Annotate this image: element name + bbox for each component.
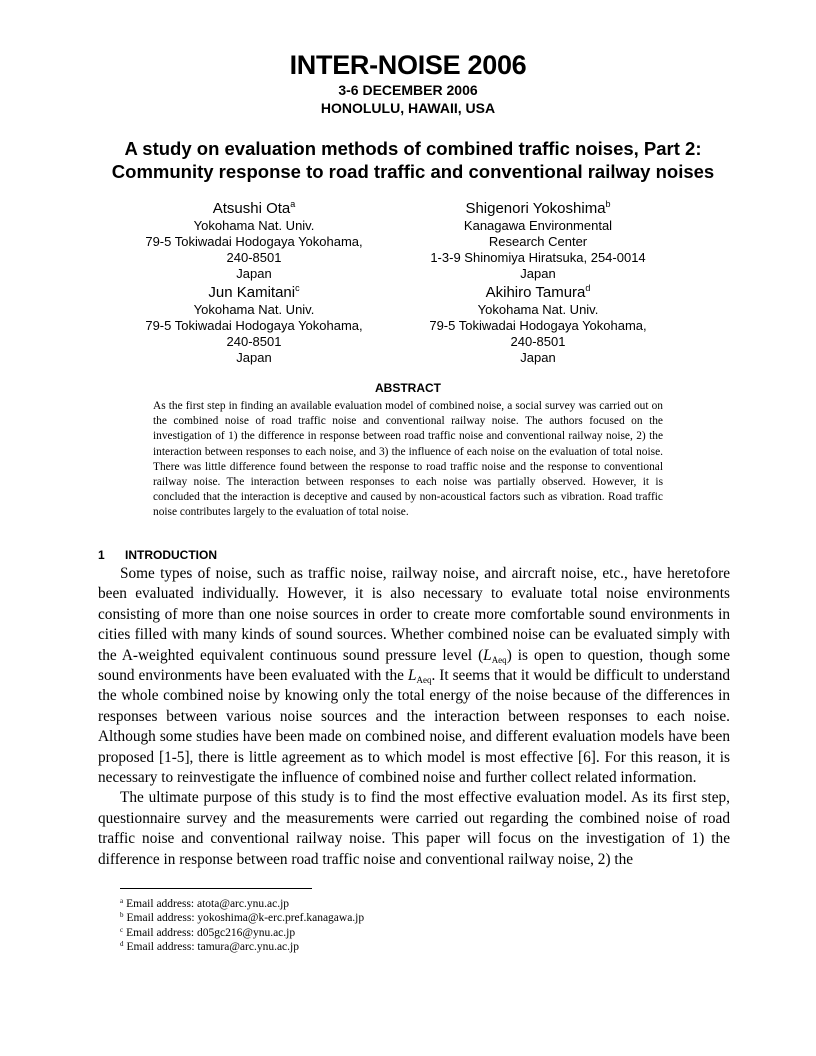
author-affiliation-line: 240-8501 [226, 334, 282, 349]
author-affiliation-line: 79-5 Tokiwadai Hodogaya Yokohama, [145, 318, 363, 333]
body-text [98, 564, 730, 870]
author-affiliation-line: Research Center [488, 234, 588, 249]
conference-title: INTER-NOISE 2006 [289, 50, 527, 80]
author-name: Akihiro Tamura$^d$ [485, 283, 591, 301]
author-block [114, 283, 394, 366]
author-affiliation-line: Japan [520, 350, 556, 365]
author-affiliation-line: Japan [236, 350, 272, 365]
footnote: $^d$ Email address: tamura@arc.ynu.ac.jp [120, 940, 299, 954]
conference-date: 3-6 DECEMBER 2006 [338, 82, 478, 98]
author-affiliation-line: Yokohama Nat. Univ. [193, 302, 315, 317]
author-affiliation-line: Japan [236, 266, 272, 281]
author-affiliation-line: 79-5 Tokiwadai Hodogaya Yokohama, [145, 234, 363, 249]
author-block [398, 283, 678, 366]
paper-title-line1: A study on evaluation methods of combined traffic noises, Part 2: [124, 138, 702, 159]
paragraph: The ultimate purpose of this study is to find the most effective evaluation model. As its first step, questionnaire survey and the measurements were carried out regarding the combined noise of road traffic noise and conventional railway noise. This paper will focus on the investigation of 1) the difference in response between road traffic noise and conventional railway noise, 2) the [98, 789, 730, 868]
author-affiliation-line: 79-5 Tokiwadai Hodogaya Yokohama, [429, 318, 647, 333]
author-affiliation-line: 1-3-9 Shinomiya Hiratsuka, 254-0014 [430, 250, 646, 265]
author-name: Shigenori Yokoshima$^b$ [465, 199, 611, 217]
footnote: $^b$ Email address: yokoshima@k-erc.pref.kanagawa.jp [120, 911, 365, 925]
author-name: Atsushi Ota$^a$ [212, 199, 296, 217]
abstract-heading: ABSTRACT [375, 381, 441, 395]
section-heading [98, 548, 217, 562]
conference-location: HONOLULU, HAWAII, USA [320, 100, 496, 116]
section-title: INTRODUCTION [125, 548, 217, 562]
section-number: 1 [98, 548, 105, 562]
footnotes [120, 897, 680, 955]
abstract-text: As the first step in finding an available evaluation model of combined noise, a social survey was carried out on the combined noise of road traffic noise and conventional railway noise. The authors focused on the investigation of 1) the difference in response between road traffic noise and conventional railway noise, 2) the interaction between responses to each noise, and 3) the influence of each noise on the evaluation of total noise. There was little difference found between the response to road traffic noise and the response to conventional railway noise. The interaction between responses to each noise was partially observed. However, it is concluded that the interaction is deceptive and caused by non-acoustical factors such as vibration. Road traffic noise contributes largely to the evaluation of total noise. [153, 400, 663, 519]
author-affiliation-line: 240-8501 [226, 250, 282, 265]
author-affiliation-line: Yokohama Nat. Univ. [193, 218, 315, 233]
author-block [114, 199, 394, 282]
footnote: $^c$ Email address: d05gc216@ynu.ac.jp [120, 925, 296, 939]
author-affiliation-line: Kanagawa Environmental [463, 218, 613, 233]
author-affiliation-line: 240-8501 [510, 334, 566, 349]
footnote: $^a$ Email address: atota@arc.ynu.ac.jp [120, 897, 290, 910]
paper-title-line2: Community response to road traffic and conventional railway noises [111, 161, 715, 182]
paragraph: Some types of noise, such as traffic noise, railway noise, and aircraft noise, etc., have heretofore been evaluated individually. However, it is also necessary to evaluate total noise environments consisting of more than one noise sources in order to create more comfortable sound environments in cities filled with many kinds of sound sources. Whether combined noise can be evaluated simply with the A-weighted equivalent continuous sound pressure level $(L_{Aeq})$ is open to question, though some sound environments have been evaluated with the $L_{Aeq}$. It seems that it would be difficult to understand the whole combined noise by knowing only the total energy of the noise because of the differences in responses between various noise sources and the interaction between responses to each noise. Although some studies have been made on combined noise, and different evaluation models have been proposed [1-5], there is little agreement as to which model is most effective [6]. For this reason, it is necessary to reinvestigate the influence of combined noise and further collect related information. [98, 565, 730, 787]
author-name: Jun Kamitani$^c$ [208, 283, 300, 301]
footnote-divider [120, 888, 312, 889]
author-affiliation-line: Yokohama Nat. Univ. [477, 302, 599, 317]
author-affiliation-line: Japan [520, 266, 556, 281]
author-block [398, 199, 678, 282]
